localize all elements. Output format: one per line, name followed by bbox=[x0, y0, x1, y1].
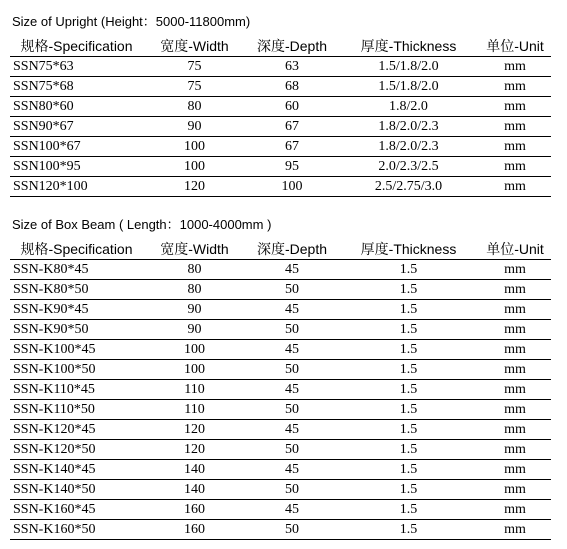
cell-specification: SSN75*68 bbox=[10, 77, 143, 97]
cell-thickness: 1.8/2.0/2.3 bbox=[338, 117, 479, 137]
cell-unit: mm bbox=[479, 137, 551, 157]
cell-unit: mm bbox=[479, 97, 551, 117]
cell-unit: mm bbox=[479, 280, 551, 300]
cell-width: 120 bbox=[143, 440, 246, 460]
cell-depth: 67 bbox=[246, 137, 338, 157]
cell-thickness: 1.5/1.8/2.0 bbox=[338, 77, 479, 97]
cell-unit: mm bbox=[479, 380, 551, 400]
header-depth: 深度-Depth bbox=[246, 239, 338, 260]
table-row bbox=[10, 57, 551, 77]
cell-specification: SSN-K160*50 bbox=[10, 520, 143, 540]
table-row bbox=[10, 177, 551, 197]
cell-width: 140 bbox=[143, 480, 246, 500]
cell-width: 110 bbox=[143, 380, 246, 400]
table-row bbox=[10, 420, 551, 440]
cell-specification: SSN100*95 bbox=[10, 157, 143, 177]
table-row bbox=[10, 480, 551, 500]
cell-specification: SSN-K80*45 bbox=[10, 260, 143, 280]
cell-thickness: 1.5 bbox=[338, 500, 479, 520]
cell-specification: SSN-K110*45 bbox=[10, 380, 143, 400]
cell-width: 90 bbox=[143, 117, 246, 137]
cell-specification: SSN100*67 bbox=[10, 137, 143, 157]
cell-depth: 45 bbox=[246, 260, 338, 280]
table-row bbox=[10, 380, 551, 400]
cell-depth: 60 bbox=[246, 97, 338, 117]
cell-thickness: 1.5 bbox=[338, 260, 479, 280]
cell-thickness: 1.5 bbox=[338, 420, 479, 440]
cell-depth: 50 bbox=[246, 400, 338, 420]
cell-unit: mm bbox=[479, 460, 551, 480]
cell-specification: SSN-K120*50 bbox=[10, 440, 143, 460]
table-header-row bbox=[10, 36, 551, 57]
cell-width: 75 bbox=[143, 77, 246, 97]
cell-width: 140 bbox=[143, 460, 246, 480]
cell-unit: mm bbox=[479, 480, 551, 500]
header-unit: 单位-Unit bbox=[479, 239, 551, 260]
cell-width: 100 bbox=[143, 157, 246, 177]
header-unit: 单位-Unit bbox=[479, 36, 551, 57]
table-row bbox=[10, 340, 551, 360]
cell-unit: mm bbox=[479, 340, 551, 360]
cell-width: 100 bbox=[143, 137, 246, 157]
cell-thickness: 1.5 bbox=[338, 360, 479, 380]
cell-specification: SSN80*60 bbox=[10, 97, 143, 117]
cell-depth: 50 bbox=[246, 480, 338, 500]
cell-unit: mm bbox=[479, 520, 551, 540]
cell-thickness: 1.5 bbox=[338, 440, 479, 460]
cell-width: 160 bbox=[143, 520, 246, 540]
header-thickness: 厚度-Thickness bbox=[338, 239, 479, 260]
cell-thickness: 1.5 bbox=[338, 400, 479, 420]
cell-thickness: 1.5 bbox=[338, 480, 479, 500]
table-row bbox=[10, 300, 551, 320]
cell-width: 80 bbox=[143, 280, 246, 300]
box-beam-size-table bbox=[10, 239, 551, 540]
cell-specification: SSN75*63 bbox=[10, 57, 143, 77]
cell-unit: mm bbox=[479, 117, 551, 137]
cell-width: 120 bbox=[143, 420, 246, 440]
cell-unit: mm bbox=[479, 300, 551, 320]
table-row bbox=[10, 360, 551, 380]
cell-unit: mm bbox=[479, 157, 551, 177]
cell-unit: mm bbox=[479, 360, 551, 380]
cell-thickness: 1.5 bbox=[338, 300, 479, 320]
cell-specification: SSN-K140*45 bbox=[10, 460, 143, 480]
cell-width: 90 bbox=[143, 300, 246, 320]
cell-unit: mm bbox=[479, 77, 551, 97]
cell-thickness: 1.5 bbox=[338, 380, 479, 400]
cell-width: 75 bbox=[143, 57, 246, 77]
cell-depth: 45 bbox=[246, 380, 338, 400]
cell-thickness: 2.0/2.3/2.5 bbox=[338, 157, 479, 177]
header-specification: 规格-Specification bbox=[10, 239, 143, 260]
cell-thickness: 1.5 bbox=[338, 340, 479, 360]
cell-depth: 50 bbox=[246, 520, 338, 540]
table-row bbox=[10, 400, 551, 420]
cell-specification: SSN-K140*50 bbox=[10, 480, 143, 500]
cell-depth: 50 bbox=[246, 280, 338, 300]
cell-depth: 45 bbox=[246, 300, 338, 320]
box-beam-caption: Size of Box Beam ( Length：1000-4000mm ) bbox=[12, 217, 272, 232]
cell-specification: SSN-K100*45 bbox=[10, 340, 143, 360]
table-row bbox=[10, 77, 551, 97]
cell-thickness: 1.8/2.0 bbox=[338, 97, 479, 117]
cell-width: 100 bbox=[143, 360, 246, 380]
table-row bbox=[10, 520, 551, 540]
box-beam-table-body bbox=[10, 260, 551, 540]
cell-specification: SSN-K160*45 bbox=[10, 500, 143, 520]
cell-width: 90 bbox=[143, 320, 246, 340]
cell-depth: 50 bbox=[246, 440, 338, 460]
cell-depth: 45 bbox=[246, 420, 338, 440]
cell-unit: mm bbox=[479, 420, 551, 440]
header-width: 宽度-Width bbox=[143, 239, 246, 260]
cell-unit: mm bbox=[479, 400, 551, 420]
cell-width: 160 bbox=[143, 500, 246, 520]
header-depth: 深度-Depth bbox=[246, 36, 338, 57]
cell-depth: 45 bbox=[246, 340, 338, 360]
table-row bbox=[10, 320, 551, 340]
cell-specification: SSN-K110*50 bbox=[10, 400, 143, 420]
cell-unit: mm bbox=[479, 320, 551, 340]
cell-depth: 50 bbox=[246, 360, 338, 380]
cell-thickness: 1.5 bbox=[338, 280, 479, 300]
cell-thickness: 2.5/2.75/3.0 bbox=[338, 177, 479, 197]
cell-width: 80 bbox=[143, 260, 246, 280]
cell-depth: 95 bbox=[246, 157, 338, 177]
header-thickness: 厚度-Thickness bbox=[338, 36, 479, 57]
cell-depth: 63 bbox=[246, 57, 338, 77]
cell-specification: SSN-K120*45 bbox=[10, 420, 143, 440]
cell-width: 110 bbox=[143, 400, 246, 420]
cell-specification: SSN-K100*50 bbox=[10, 360, 143, 380]
cell-thickness: 1.8/2.0/2.3 bbox=[338, 137, 479, 157]
cell-thickness: 1.5 bbox=[338, 460, 479, 480]
cell-unit: mm bbox=[479, 500, 551, 520]
upright-size-table bbox=[10, 36, 551, 197]
table-row bbox=[10, 137, 551, 157]
cell-specification: SSN-K90*45 bbox=[10, 300, 143, 320]
cell-depth: 45 bbox=[246, 500, 338, 520]
header-width: 宽度-Width bbox=[143, 36, 246, 57]
cell-width: 100 bbox=[143, 340, 246, 360]
table-row bbox=[10, 157, 551, 177]
upright-table-body bbox=[10, 57, 551, 197]
table-row bbox=[10, 500, 551, 520]
cell-unit: mm bbox=[479, 57, 551, 77]
table-row bbox=[10, 280, 551, 300]
cell-specification: SSN90*67 bbox=[10, 117, 143, 137]
cell-width: 80 bbox=[143, 97, 246, 117]
table-row bbox=[10, 97, 551, 117]
table-row bbox=[10, 460, 551, 480]
cell-specification: SSN120*100 bbox=[10, 177, 143, 197]
cell-depth: 68 bbox=[246, 77, 338, 97]
cell-unit: mm bbox=[479, 440, 551, 460]
cell-specification: SSN-K80*50 bbox=[10, 280, 143, 300]
table-row bbox=[10, 440, 551, 460]
table-row bbox=[10, 117, 551, 137]
cell-unit: mm bbox=[479, 177, 551, 197]
cell-depth: 100 bbox=[246, 177, 338, 197]
table-row bbox=[10, 260, 551, 280]
cell-specification: SSN-K90*50 bbox=[10, 320, 143, 340]
cell-unit: mm bbox=[479, 260, 551, 280]
cell-thickness: 1.5/1.8/2.0 bbox=[338, 57, 479, 77]
header-specification: 规格-Specification bbox=[10, 36, 143, 57]
cell-depth: 67 bbox=[246, 117, 338, 137]
cell-width: 120 bbox=[143, 177, 246, 197]
table-header-row bbox=[10, 239, 551, 260]
cell-depth: 50 bbox=[246, 320, 338, 340]
cell-thickness: 1.5 bbox=[338, 520, 479, 540]
cell-depth: 45 bbox=[246, 460, 338, 480]
cell-thickness: 1.5 bbox=[338, 320, 479, 340]
upright-caption: Size of Upright (Height：5000-11800mm) bbox=[12, 14, 251, 29]
